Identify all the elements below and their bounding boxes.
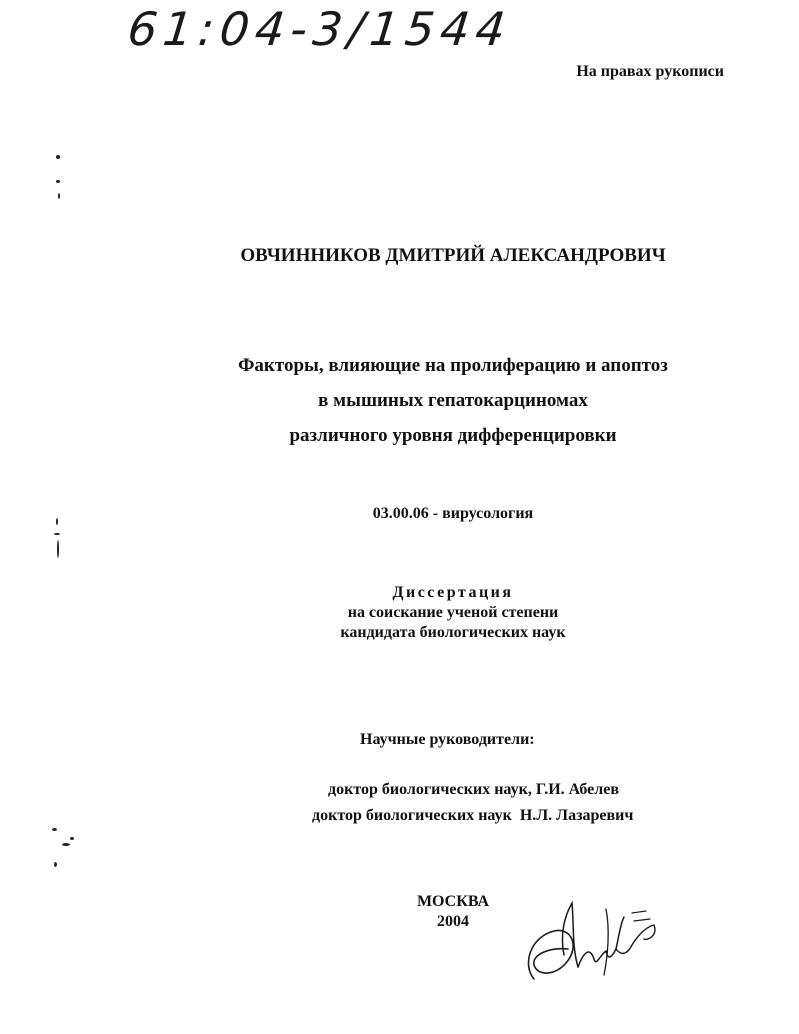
specialty-code: 03.00.06 - вирусология <box>372 505 534 522</box>
city-year <box>0 892 799 932</box>
scan-speck <box>56 155 60 159</box>
title-line: Факторы, влияющие на пролиферацию и апоптоз <box>238 355 668 376</box>
scan-speck <box>70 837 74 840</box>
title-line: в мышиных гепатокарциномах <box>318 390 588 411</box>
thesis-degree-line: на соискание ученой степени <box>347 604 559 621</box>
thesis-kind: Диссертация <box>392 584 514 601</box>
scan-speck <box>54 533 60 535</box>
author-name: ОВЧИННИКОВ ДМИТРИЙ АЛЕКСАНДРОВИЧ <box>240 245 666 266</box>
rights-notice: На правах рукописи <box>576 63 724 80</box>
city-name: МОСКВА <box>416 893 490 910</box>
scan-speck <box>62 843 70 846</box>
scan-speck <box>54 862 57 867</box>
scan-speck <box>57 540 59 558</box>
author-signature <box>520 895 670 990</box>
year: 2004 <box>437 913 469 930</box>
supervisor-entry: доктор биологических наук, Г.И. Абелев <box>328 781 619 798</box>
dissertation-title <box>0 348 799 453</box>
thesis-description <box>0 583 799 643</box>
supervisors-heading: Научные руководители: <box>360 731 535 748</box>
scan-speck <box>58 193 60 199</box>
thesis-degree-line: кандидата биологических наук <box>340 624 566 641</box>
archive-number-handwritten: 61:04-3/1544 <box>125 2 514 56</box>
scan-speck <box>52 828 57 831</box>
supervisor-entry: доктор биологических наук Н.Л. Лазаревич <box>312 807 634 824</box>
title-line: различного уровня дифференцировки <box>289 425 617 446</box>
scan-speck <box>56 180 60 183</box>
